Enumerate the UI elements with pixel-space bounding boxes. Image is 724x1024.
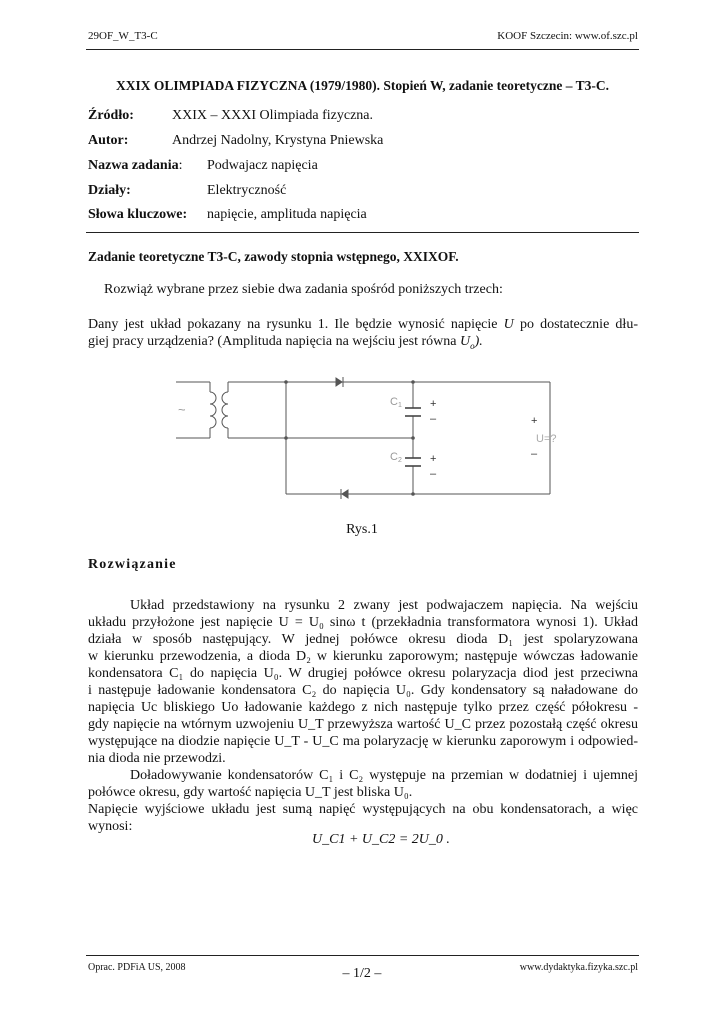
footer-right: www.dydaktyka.fizyka.szc.pl (519, 962, 638, 973)
footer-left: Oprac. PDFiA US, 2008 (88, 962, 186, 973)
meta-sections-label: Działy: (88, 183, 131, 198)
meta-name-label: Nazwa zadania: (88, 158, 183, 173)
page-number: – 1/2 – (342, 966, 382, 981)
meta-name-value: Podwajacz napięcia (207, 158, 318, 173)
result-formula (312, 832, 450, 848)
c2-plus: + (430, 453, 437, 465)
c1-plus: + (430, 398, 437, 410)
output-voltage-label: U=? (536, 433, 557, 445)
task-subtitle: Zadanie teoretyczne T3-C, zawody stopnia wstępnego, XXIXOF. (88, 249, 459, 264)
meta-keywords-value: napięcie, amplituda napięcia (207, 207, 367, 222)
meta-author-label: Autor: (88, 133, 129, 148)
meta-sections-value: Elektryczność (207, 183, 287, 198)
c2-label: C2 (390, 451, 402, 464)
meta-rule (86, 232, 639, 233)
output-plus: + (531, 415, 538, 427)
header-rule (86, 49, 639, 50)
header-left: 29OF_W_T3-C (88, 30, 158, 42)
solution-paragraph-2: Doładowywanie kondensatorów C₁ i C₂ występuje na przemian w dodatniej i ujemnej połówce okresu, gdy wartość napięcia U_T jest bliska U₀. (88, 768, 638, 800)
circuit-diagram (170, 370, 570, 505)
footer-rule (86, 955, 639, 956)
diode-d2-icon (342, 490, 348, 498)
output-minus: – (531, 448, 538, 460)
meta-keywords-label: Słowa kluczowe: (88, 207, 188, 222)
meta-author-value: Andrzej Nadolny, Krystyna Pniewska (172, 133, 384, 148)
c1-label: C1 (390, 396, 402, 409)
task-intro: Rozwiąż wybrane przez siebie dwa zadania spośród poniższych trzech: (104, 282, 503, 297)
solution-paragraph-1: Układ przedstawiony na rysunku 2 zwany jest podwajaczem napięcia. Na wejściu układu przyłożone jest napięcie U = U₀ sinω t (przekładnia transformatora wynosi 1). Układ działa w sposób następujący. W jednej połówce okresu dioda D₁ jest spolaryzowana w kierunku przewodzenia, a dioda D₂ w kierunku zaporowym; następuje wówczas ładowanie kondensatora C₁ do napięcia U₀. W drugiej połówce okresu polaryzacja diod jest przeciwna i następuje ładowanie kondensatora C₂ do napięcia U₀. Gdy kondensatory są naładowane do napięcia Uc bliskiego Uo ładowanie każdego z nich następuje tylko przez część półokresu - gdy napięcie na wtórnym uzwojeniu U_T przewyższa wartość U_C przez pozostałą część okresu występujące na diodzie napięcie U_T - U_C ma polaryzację w kierunku zaporowym i odpowied- nia dioda nie przewodzi. (88, 598, 638, 766)
figure-caption: Rys.1 (346, 522, 378, 537)
meta-source-value: XXIX – XXXI Olimpiada fizyczna. (172, 108, 373, 123)
header-right: KOOF Szczecin: www.of.szc.pl (497, 30, 638, 42)
c1-minus: – (430, 413, 437, 425)
c2-minus: – (430, 468, 437, 480)
problem-statement: Dany jest układ pokazany na rysunku 1. Ile będzie wynosić napięcie U po dostatecznie dłu- giej pracy urządzenia? (Amplituda napięcia na wejściu jest równa $U_o$). (88, 317, 638, 351)
formula-text: U_C1 + U_C2 = 2U_0 . (312, 832, 450, 847)
meta-source-label: Źródło: (88, 108, 134, 123)
solution-paragraph-3: Napięcie wyjściowe układu jest sumą napięć występujących na obu kondensatorach, a więc wynosi: (88, 802, 638, 834)
document-title: XXIX OLIMPIADA FIZYCZNA (1979/1980). Stopień W, zadanie teoretyczne – T3-C. (115, 78, 609, 93)
tilde-label: ~ (178, 402, 186, 417)
diode-d1-icon (336, 378, 342, 386)
solution-heading: Rozwiązanie (88, 557, 177, 572)
